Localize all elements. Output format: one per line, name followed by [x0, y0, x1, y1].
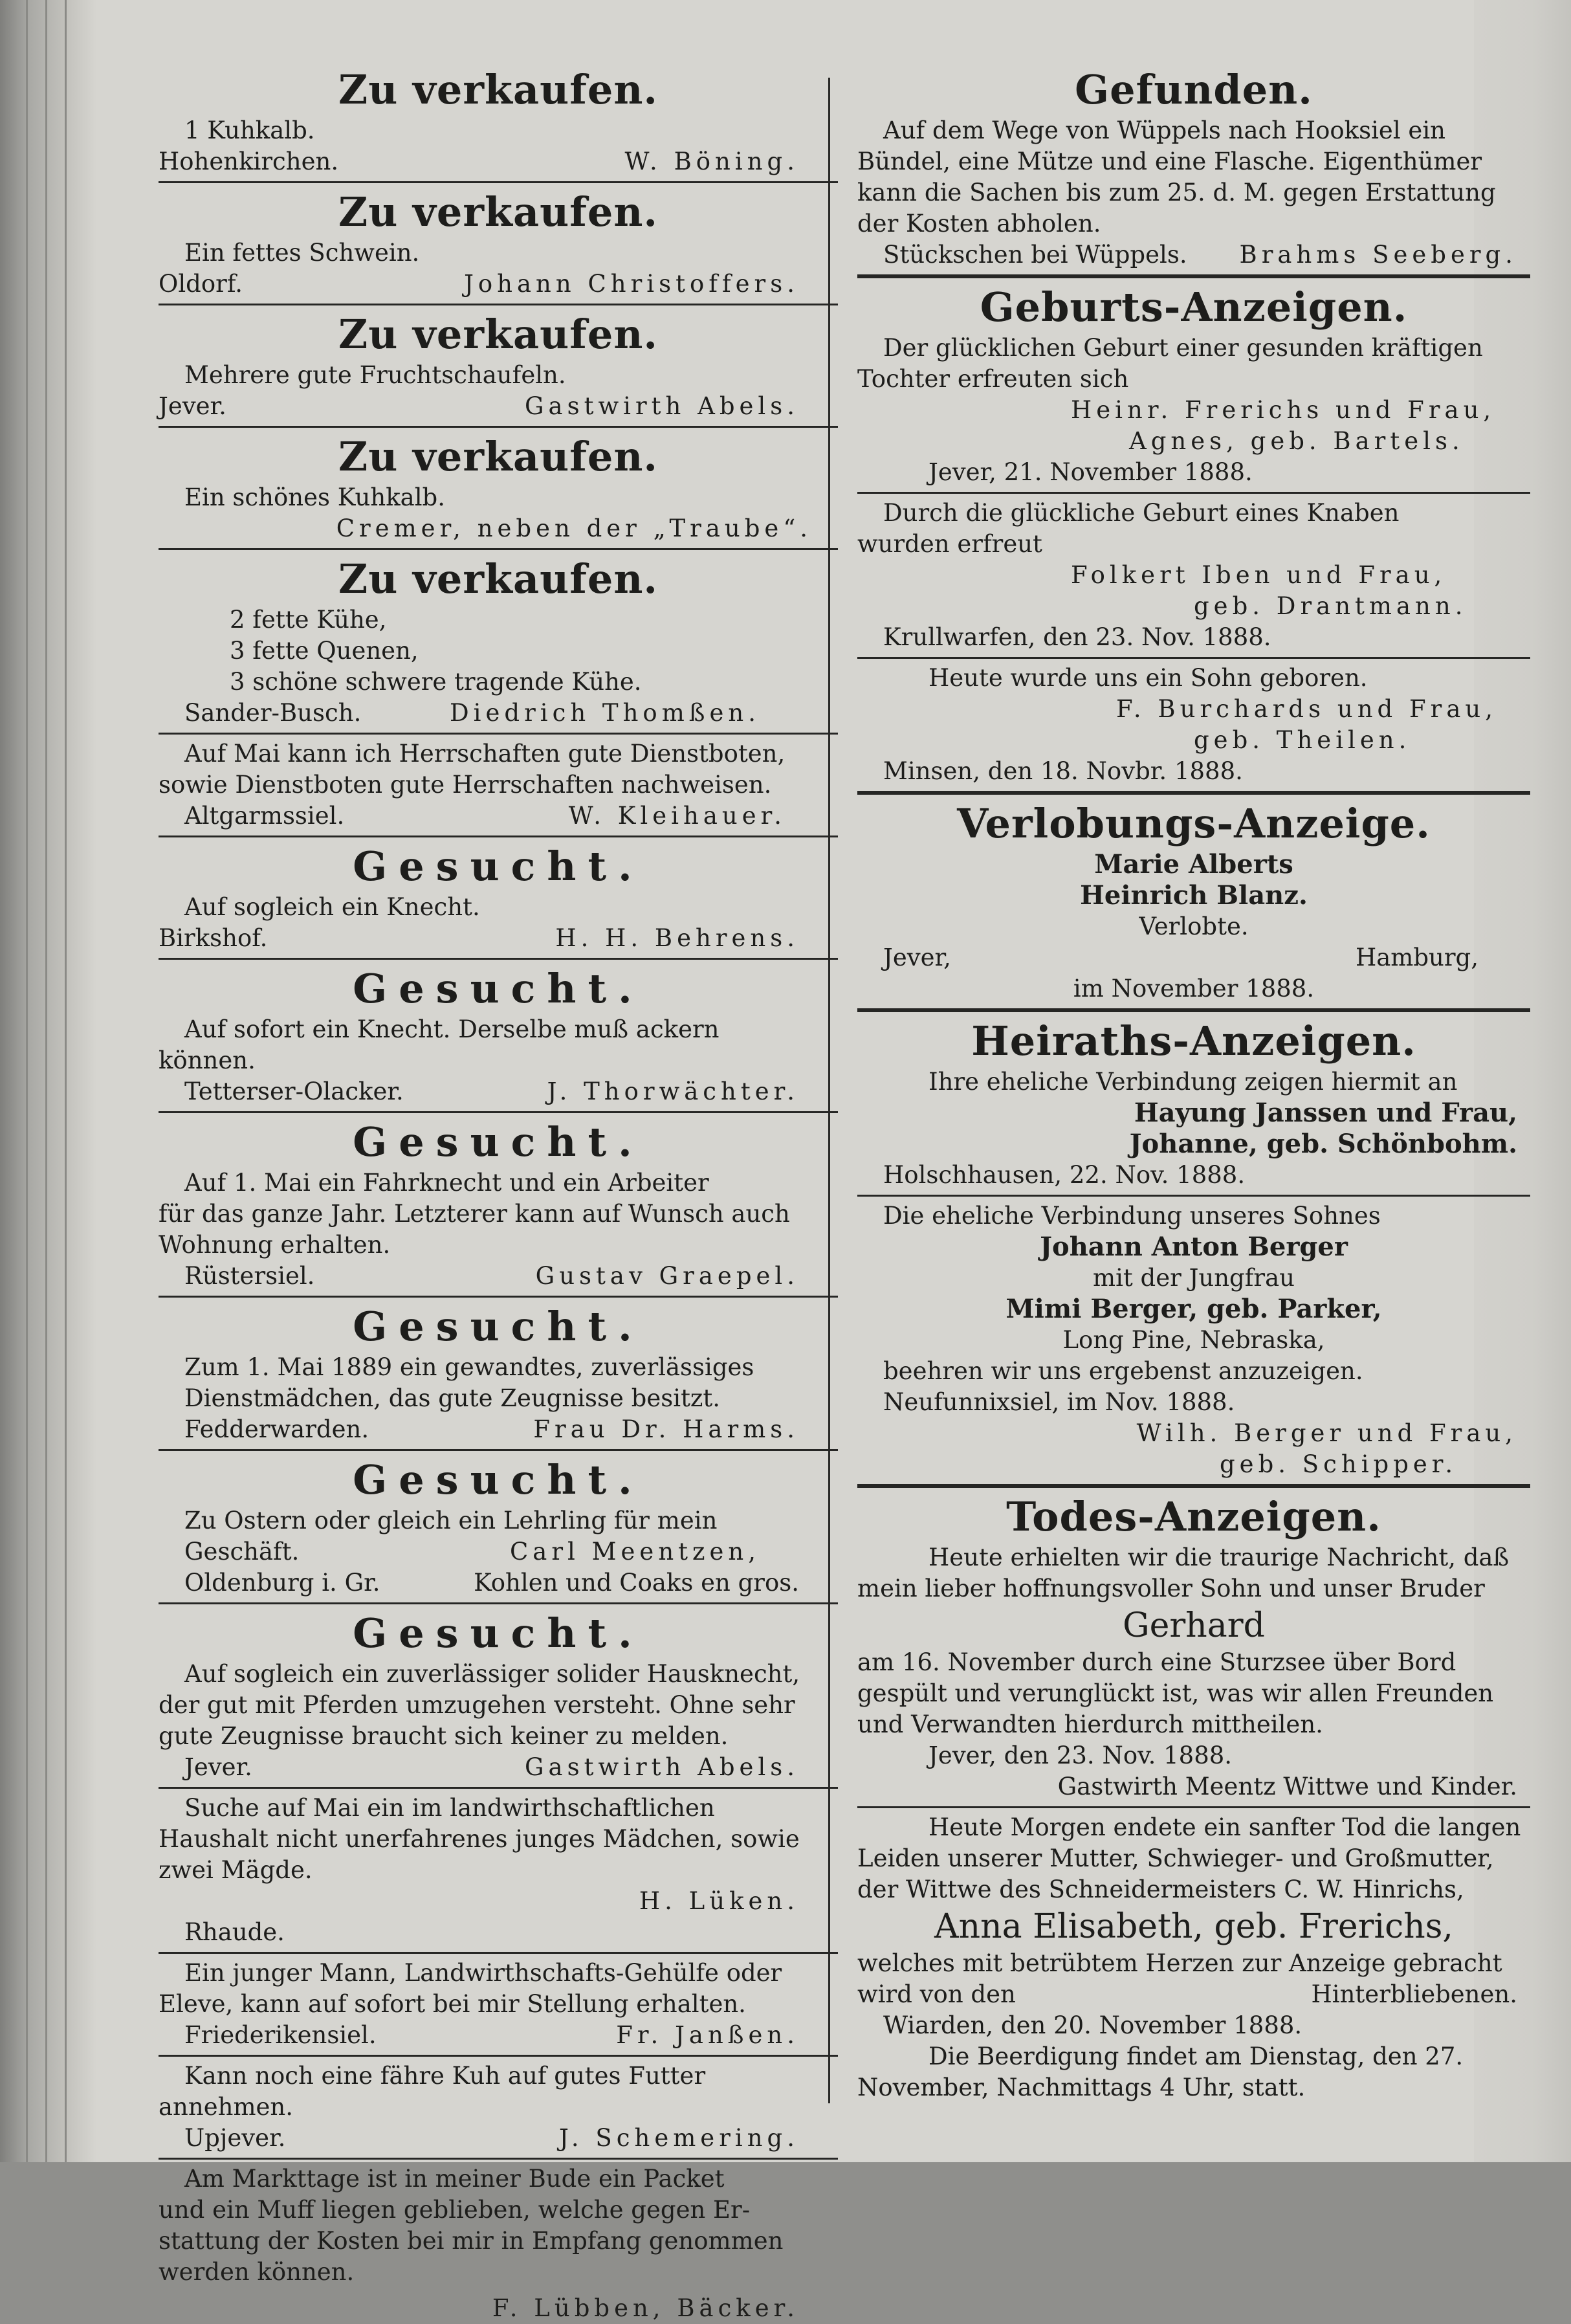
ad-text: der Wittwe des Schneidermeisters C. W. Hinrichs,: [857, 1876, 1464, 1903]
ad-text: Verlobte.: [1139, 913, 1249, 940]
ad-signature: Brahms Seeberg.: [1239, 241, 1517, 269]
ad-title: Gesucht.: [353, 1118, 644, 1166]
ad-text: stattung der Kosten bei mir in Empfang genommen: [159, 2227, 784, 2255]
ad-wanted-2: [159, 964, 838, 1113]
ad-for-sale-5: [159, 554, 838, 735]
ad-title: Gesucht.: [353, 1610, 644, 1657]
ad-text: Mehrere gute Fruchtschaufeln.: [184, 361, 566, 389]
ad-place: Birkshof.: [159, 924, 268, 952]
ad-signature: J. Schemering.: [558, 2124, 799, 2152]
ad-text: Leiden unserer Mutter, Schwieger- und Großmutter,: [857, 1844, 1494, 1872]
engaged-name: Marie Alberts: [1094, 849, 1293, 880]
ad-title: Zu verkaufen.: [338, 66, 659, 113]
ad-signature: Johann Christoffers.: [464, 270, 799, 298]
ad-text: mein lieber hoffnungsvoller Sohn und unser Bruder: [857, 1575, 1485, 1602]
ad-servants: [159, 738, 838, 837]
ad-text: Bündel, eine Mütze und eine Flasche. Eigenthümer: [857, 148, 1482, 175]
ad-divider: [857, 1195, 1530, 1197]
ad-text: mit der Jungfrau: [1092, 1264, 1295, 1292]
ad-divider: [159, 181, 838, 183]
ad-title: Gesucht.: [353, 1303, 644, 1350]
ad-text: Ihre eheliche Verbindung zeigen hiermit an: [928, 1068, 1458, 1096]
ad-signature: Hinterbliebenen.: [1311, 1980, 1517, 2008]
ad-signature: Fr. Janßen.: [616, 2021, 799, 2049]
ad-text: Die Beerdigung findet am Dienstag, den 27.: [928, 2042, 1464, 2070]
ad-text: und ein Muff liegen geblieben, welche gegen Er-: [159, 2196, 751, 2224]
ad-place: Oldorf.: [159, 270, 243, 298]
section-title: Todes-Anzeigen.: [1006, 1493, 1381, 1540]
death-announcements: [857, 1492, 1530, 2103]
ad-for-sale-4: [159, 432, 838, 550]
ad-text: gute Zeugnisse braucht sich keiner zu melden.: [159, 1722, 729, 1750]
ad-signature: Agnes, geb. Bartels.: [1129, 427, 1464, 455]
ad-place: Upjever.: [184, 2124, 286, 2152]
married-names: Mimi Berger, geb. Parker,: [1005, 1294, 1382, 1324]
ad-title: Zu verkaufen.: [338, 188, 659, 236]
ad-text: Dienstmädchen, das gute Zeugnisse besitzt.: [184, 1384, 721, 1412]
marriage-announcements: [857, 1016, 1530, 1488]
ad-text: für das ganze Jahr. Letzterer kann auf Wunsch auch: [159, 1200, 790, 1228]
section-title: Gefunden.: [1075, 66, 1313, 113]
ad-for-sale-2: [159, 187, 838, 305]
ad-text: Ein junger Mann, Landwirthschafts-Gehülfe oder: [184, 1959, 782, 1987]
ad-text: Heute Morgen endete ein sanfter Tod die langen: [928, 1813, 1521, 1841]
ad-signature: Kohlen und Coaks en gros.: [474, 1569, 799, 1597]
ad-place: Tetterser-Olacker.: [184, 1078, 404, 1105]
section-divider: [857, 1484, 1530, 1488]
ad-text: 3 fette Quenen,: [230, 637, 419, 665]
ad-title: Zu verkaufen.: [338, 555, 659, 603]
ad-place: Oldenburg i. Gr.: [184, 1569, 380, 1597]
ad-text: Auf dem Wege von Wüppels nach Hooksiel ein: [883, 116, 1445, 144]
birth-announcements: [857, 282, 1530, 795]
right-column: [857, 65, 1530, 2103]
ad-signature: Folkert Iben und Frau,: [1071, 561, 1447, 589]
ad-date: im November 1888.: [1073, 975, 1315, 1002]
ad-signature: H. H. Behrens.: [555, 924, 799, 952]
ad-divider: [857, 1806, 1530, 1808]
ad-text: Der glücklichen Geburt einer gesunden kräftigen: [883, 334, 1483, 362]
deceased-name: Gerhard: [1123, 1606, 1265, 1645]
page-fold: [65, 0, 67, 2162]
engagement-announcement: [857, 799, 1530, 1012]
ad-date: Holschhausen, 22. Nov. 1888.: [883, 1161, 1246, 1189]
ad-text: und Verwandten hierdurch mittheilen.: [857, 1710, 1323, 1738]
ad-text: der Kosten abholen.: [857, 210, 1101, 238]
ad-text: 2 fette Kühe,: [230, 606, 387, 634]
married-names: Hayung Janssen und Frau,: [1134, 1098, 1517, 1128]
ad-signature: J. Thorwächter.: [547, 1078, 799, 1105]
ad-signature: W. Kleihauer.: [568, 802, 786, 830]
ad-apprentice: [159, 1958, 838, 2057]
ad-signature: Diedrich Thomßen.: [450, 699, 760, 727]
ad-place: Jever.: [159, 392, 226, 420]
ad-title: Zu verkaufen.: [338, 433, 659, 480]
married-names: Johanne, geb. Schönbohm.: [1129, 1129, 1517, 1159]
ad-divider: [159, 1449, 838, 1451]
ad-text: Auf sogleich ein zuverlässiger solider Hausknecht,: [184, 1660, 800, 1688]
ad-text: Auf sofort ein Knecht. Derselbe muß ackern: [184, 1015, 720, 1043]
ad-divider: [159, 426, 838, 428]
ad-signature: Heinr. Frerichs und Frau,: [1071, 396, 1496, 424]
ad-text: Heute erhielten wir die traurige Nachricht, daß: [928, 1544, 1510, 1571]
ad-signature: W. Böning.: [624, 148, 799, 175]
ad-text: werden können.: [159, 2258, 355, 2286]
section-title: Geburts-Anzeigen.: [980, 283, 1408, 331]
ad-text: Auf 1. Mai ein Fahrknecht und ein Arbeiter: [184, 1169, 709, 1197]
ad-signature: Wilh. Berger und Frau,: [1136, 1419, 1517, 1447]
ad-signature: F. Lübben, Bäcker.: [492, 2294, 799, 2322]
ad-place: Altgarmssiel.: [184, 802, 345, 830]
ad-date: Minsen, den 18. Novbr. 1888.: [883, 757, 1243, 785]
ad-divider: [159, 2055, 838, 2057]
section-divider: [857, 274, 1530, 278]
left-column: [159, 65, 838, 2324]
ad-signature: Cremer, neben der „Traube“.: [336, 515, 812, 542]
ad-text: Suche auf Mai ein im landwirthschaftlichen: [184, 1794, 715, 1822]
ad-text: zwei Mägde.: [159, 1856, 313, 1884]
ad-for-sale-3: [159, 309, 838, 428]
ad-text: Long Pine, Nebraska,: [1062, 1326, 1325, 1354]
ad-cow-feed: [159, 2061, 838, 2160]
ad-text: Ein schönes Kuhkalb.: [184, 483, 445, 511]
ad-text: Tochter erfreuten sich: [857, 365, 1129, 393]
ad-wanted-6: [159, 1608, 838, 1789]
ad-wanted-3: [159, 1117, 838, 1298]
ad-text: Eleve, kann auf sofort bei mir Stellung erhalten.: [159, 1990, 746, 2018]
ad-signature: geb. Drantmann.: [1194, 592, 1467, 620]
deceased-name: Anna Elisabeth, geb. Frerichs,: [934, 1907, 1453, 1946]
ad-divider: [159, 1952, 838, 1954]
ad-signature: Carl Meentzen,: [509, 1538, 760, 1566]
ad-text: gespült und verunglückt ist, was wir allen Freunden: [857, 1679, 1494, 1707]
section-divider: [857, 1008, 1530, 1012]
ad-text: Heute wurde uns ein Sohn geboren.: [928, 664, 1368, 692]
ad-text: Zum 1. Mai 1889 ein gewandtes, zuverlässiges: [184, 1353, 754, 1381]
ad-divider: [857, 492, 1530, 494]
ad-date: Jever, den 23. Nov. 1888.: [928, 1742, 1233, 1769]
ad-divider: [159, 1111, 838, 1113]
ad-text: Durch die glückliche Geburt eines Knaben: [883, 499, 1400, 527]
ad-text: Die eheliche Verbindung unseres Sohnes: [883, 1202, 1381, 1230]
ad-divider: [159, 1296, 838, 1298]
ad-date: Krullwarfen, den 23. Nov. 1888.: [883, 623, 1271, 651]
ad-place: Fedderwarden.: [184, 1415, 369, 1443]
ad-signature: Gustav Graepel.: [535, 1262, 799, 1290]
ad-signature: Gastwirth Abels.: [524, 1753, 799, 1781]
ad-divider: [159, 1602, 838, 1604]
ad-text: 1 Kuhkalb.: [184, 116, 315, 144]
ad-text: können.: [159, 1046, 256, 1074]
ad-text: November, Nachmittags 4 Uhr, statt.: [857, 2074, 1306, 2101]
ad-text: welches mit betrübtem Herzen zur Anzeige gebracht: [857, 1949, 1502, 1977]
ad-divider: [857, 657, 1530, 659]
ad-signature: geb. Schipper.: [1220, 1450, 1458, 1478]
ad-title: Zu verkaufen.: [338, 311, 659, 358]
ad-place: Rhaude.: [184, 1918, 285, 1946]
ad-place: Jever,: [883, 944, 951, 971]
ad-text: 3 schöne schwere tragende Kühe.: [230, 668, 642, 696]
ad-place: Hamburg,: [1355, 944, 1478, 971]
ad-maid-wanted: [159, 1793, 838, 1954]
ad-title: Gesucht.: [353, 843, 644, 890]
page-fold: [45, 0, 47, 2162]
section-divider: [857, 791, 1530, 795]
ad-signature: Gastwirth Abels.: [524, 392, 799, 420]
ad-title: Gesucht.: [353, 1456, 644, 1503]
ad-date: Neufunnixsiel, im Nov. 1888.: [883, 1388, 1235, 1416]
ad-divider: [159, 304, 838, 305]
ad-text: wurden erfreut: [857, 530, 1042, 558]
ad-place: Rüstersiel.: [184, 1262, 315, 1290]
ad-signature: F. Burchards und Frau,: [1116, 695, 1497, 723]
ad-date: Wiarden, den 20. November 1888.: [883, 2011, 1302, 2039]
ad-divider: [159, 1787, 838, 1789]
ad-signature: H. Lüken.: [639, 1887, 799, 1915]
ad-text: Haushalt nicht unerfahrenes junges Mädchen, sowie: [159, 1825, 800, 1853]
ad-text: der gut mit Pferden umzugehen versteht. Ohne sehr: [159, 1691, 795, 1719]
ad-title: Gesucht.: [353, 965, 644, 1012]
ad-for-sale-1: [159, 65, 838, 183]
ad-signature: Frau Dr. Harms.: [533, 1415, 799, 1443]
ad-wanted-5: [159, 1455, 838, 1604]
ad-text: sowie Dienstboten gute Herrschaften nachweisen.: [159, 771, 772, 799]
married-names: Johann Anton Berger: [1040, 1232, 1348, 1262]
ad-place: Sander-Busch.: [184, 699, 362, 727]
ad-divider: [159, 733, 838, 735]
ad-place: Jever.: [184, 1753, 252, 1781]
ad-wanted-4: [159, 1301, 838, 1451]
ad-signature: geb. Theilen.: [1194, 726, 1411, 754]
ad-signature: Gastwirth Meentz Wittwe und Kinder.: [1057, 1773, 1517, 1800]
ad-text: Auf sogleich ein Knecht.: [184, 893, 480, 921]
page-fold: [26, 0, 28, 2162]
ad-text: Geschäft.: [184, 1538, 300, 1566]
ad-text: annehmen.: [159, 2093, 294, 2121]
ad-divider: [159, 958, 838, 960]
ad-place: Friederikensiel.: [184, 2021, 377, 2049]
book-binding: [0, 0, 97, 2162]
ad-date: Jever, 21. November 1888.: [928, 458, 1253, 486]
section-title: Verlobungs-Anzeige.: [957, 800, 1431, 847]
ad-text: Zu Ostern oder gleich ein Lehrling für mein: [184, 1507, 718, 1534]
ad-wanted-1: [159, 841, 838, 960]
ad-divider: [159, 548, 838, 550]
ad-divider: [159, 2158, 838, 2160]
ad-text: Am Markttage ist in meiner Bude ein Packet: [184, 2165, 725, 2193]
ad-text: Ein fettes Schwein.: [184, 239, 420, 267]
ad-text: am 16. November durch eine Sturzsee über Bord: [857, 1648, 1456, 1676]
ad-lost-items: [159, 2164, 838, 2324]
ad-place: Stückschen bei Wüppels.: [883, 241, 1187, 269]
ad-text: wird von den: [857, 1980, 1016, 2008]
ad-text: Kann noch eine fähre Kuh auf gutes Futter: [184, 2062, 706, 2090]
section-title: Heiraths-Anzeigen.: [971, 1017, 1416, 1065]
ad-text: beehren wir uns ergebenst anzuzeigen.: [883, 1357, 1363, 1385]
ad-place: Hohenkirchen.: [159, 148, 339, 175]
engaged-name: Heinrich Blanz.: [1080, 880, 1308, 911]
ad-text: Auf Mai kann ich Herrschaften gute Dienstboten,: [184, 740, 786, 768]
ad-text: Wohnung erhalten.: [159, 1231, 391, 1259]
ad-divider: [159, 836, 838, 837]
ad-text: kann die Sachen bis zum 25. d. M. gegen Erstattung: [857, 179, 1496, 206]
ad-found: [857, 65, 1530, 278]
